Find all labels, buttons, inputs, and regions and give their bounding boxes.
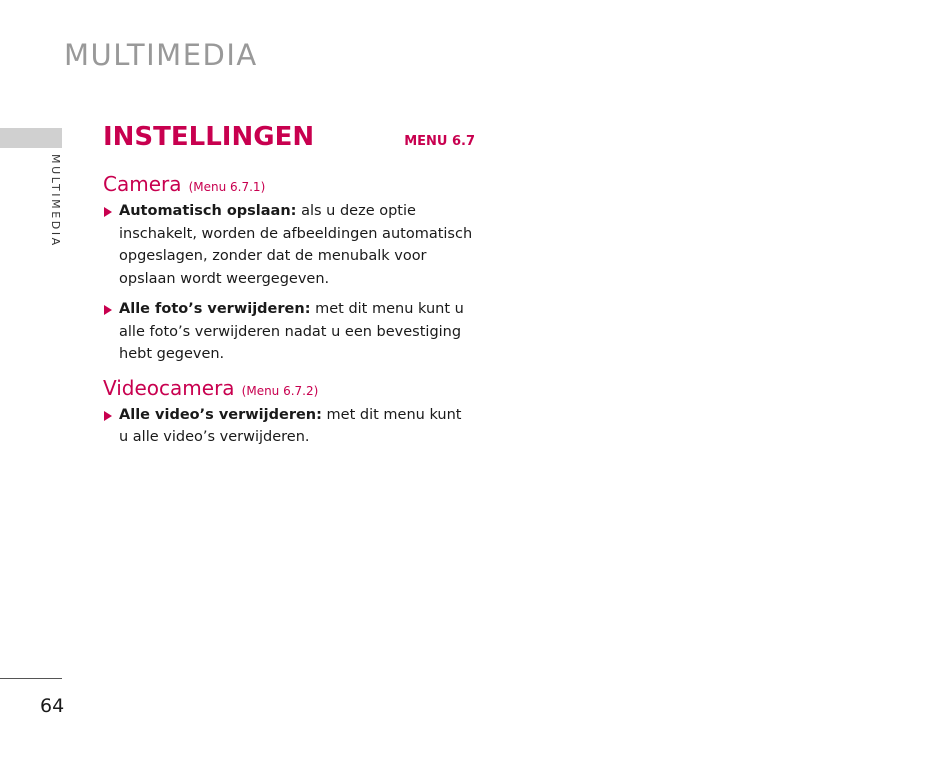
subsection-menu-ref: (Menu 6.7.2)	[241, 383, 319, 398]
page-number: 64	[40, 695, 65, 717]
list-item	[103, 200, 475, 290]
subsection-title: Camera	[103, 172, 182, 196]
footer-rule	[0, 678, 62, 679]
item-label: Automatisch opslaan:	[119, 203, 297, 219]
subsection-title: Videocamera	[103, 375, 235, 400]
list-item	[103, 404, 475, 449]
triangle-bullet-icon	[104, 411, 112, 421]
section-title: INSTELLINGEN	[103, 122, 315, 152]
content-area	[103, 124, 475, 457]
item-text: als u deze optie inschakelt, worden de afbeeldingen automatisch opgeslagen, zonder dat de menubalk voor opslaan wordt weergegeven.	[119, 203, 473, 287]
subsection-menu-ref: (Menu 6.7.1)	[188, 180, 266, 194]
item-label: Alle foto’s verwijderen:	[119, 301, 311, 317]
subsection-heading-camera	[103, 174, 475, 194]
item-label: Alle video’s verwijderen:	[119, 406, 322, 423]
camera-item-list	[103, 200, 475, 366]
section-menu-ref: MENU 6.7	[404, 134, 475, 149]
triangle-bullet-icon	[104, 305, 112, 315]
item-text: met dit menu kunt u alle video’s verwijderen.	[119, 406, 462, 445]
section-heading	[103, 124, 475, 160]
triangle-bullet-icon	[104, 207, 112, 217]
side-tab	[0, 128, 62, 148]
subsection-heading-videocamera	[103, 375, 475, 400]
list-item	[103, 298, 475, 366]
videocamera-item-list	[103, 404, 475, 449]
side-tab-label: MULTIMEDIA	[49, 154, 62, 248]
page-header-title: MULTIMEDIA	[64, 38, 258, 72]
item-text: met dit menu kunt u alle foto’s verwijderen nadat u een bevestiging hebt gegeven.	[119, 301, 464, 362]
